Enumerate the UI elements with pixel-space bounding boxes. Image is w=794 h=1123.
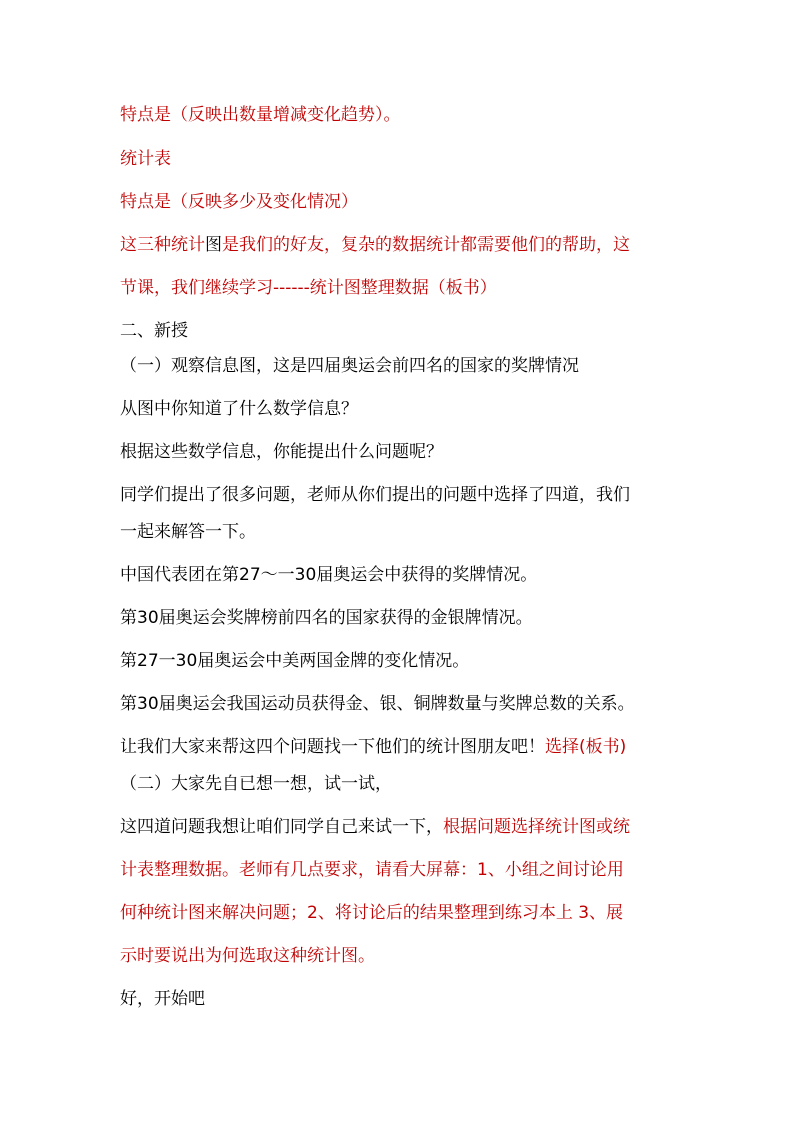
text-line [120, 484, 630, 506]
text-line [120, 148, 171, 170]
text-line [120, 988, 205, 1010]
text-segment: 选择(板书) [545, 737, 627, 757]
text-segment: 特点是（反映多少及变化情况） [120, 192, 358, 212]
text-line [120, 736, 626, 758]
text-line [120, 693, 635, 715]
text-segment: （二）大家先自已想一想，试一试， [120, 774, 392, 794]
text-segment: 是我们的好友，复杂的数据统计都需要他们的帮助，这 [222, 235, 630, 255]
text-segment: 何种统计图来解决问题；2、将讨论后的结果整理到练习本上 3、展 [120, 903, 624, 923]
text-segment: 中国代表团在第27～一30届奥运会中获得的奖牌情况。 [120, 565, 538, 585]
text-segment: 根据这些数学信息，你能提出什么问题呢？ [120, 442, 443, 462]
text-segment: 从图中你知道了什么数学信息？ [120, 399, 358, 419]
text-line [120, 320, 188, 342]
text-line [120, 607, 533, 629]
text-segment: 节课，我们继续学习------统计图整理数据（板书） [120, 278, 497, 298]
text-segment: 统计表 [120, 149, 171, 169]
text-segment: 让我们大家来帮这四个问题找一下他们的统计图朋友吧！ [120, 737, 545, 757]
text-segment: 这四道问题我想让咱们同学自己来试一下， [120, 817, 443, 837]
text-segment: 计表整理数据。老师有几点要求，请看大屏幕：1、小组之间讨论用 [120, 860, 624, 880]
text-segment: 根据问题选择统计图或统 [443, 817, 630, 837]
text-segment: 图 [205, 235, 222, 255]
text-segment: 第30届奥运会我国运动员获得金、银、铜牌数量与奖牌总数的关系。 [120, 694, 635, 714]
text-line [120, 859, 624, 881]
text-line [120, 191, 358, 213]
text-line [120, 441, 443, 463]
text-line [120, 398, 358, 420]
text-line [120, 902, 623, 924]
text-line [120, 564, 537, 586]
text-line [120, 816, 630, 838]
text-segment: 第27一30届奥运会中美两国金牌的变化情况。 [120, 651, 470, 671]
text-line [120, 650, 469, 672]
text-segment: 二、新授 [120, 321, 188, 341]
text-segment: 第30届奥运会奖牌榜前四名的国家获得的金银牌情况。 [120, 608, 533, 628]
text-segment: 同学们提出了很多问题，老师从你们提出的问题中选择了四道，我们 [120, 485, 630, 505]
text-segment: 特点是（反映出数量增减变化趋势）。 [120, 105, 401, 125]
text-line [120, 355, 579, 377]
text-segment: 一起来解答一下。 [120, 522, 256, 542]
text-line [120, 945, 375, 967]
text-line [120, 104, 401, 126]
text-segment: 示时要说出为何选取这种统计图。 [120, 946, 375, 966]
text-segment: （一）观察信息图，这是四届奥运会前四名的国家的奖牌情况 [120, 356, 579, 376]
text-line [120, 521, 256, 543]
text-segment: 好，开始吧 [120, 989, 205, 1009]
text-line [120, 234, 630, 256]
text-line [120, 773, 392, 795]
text-segment: 这三种统计 [120, 235, 205, 255]
text-line [120, 277, 497, 299]
